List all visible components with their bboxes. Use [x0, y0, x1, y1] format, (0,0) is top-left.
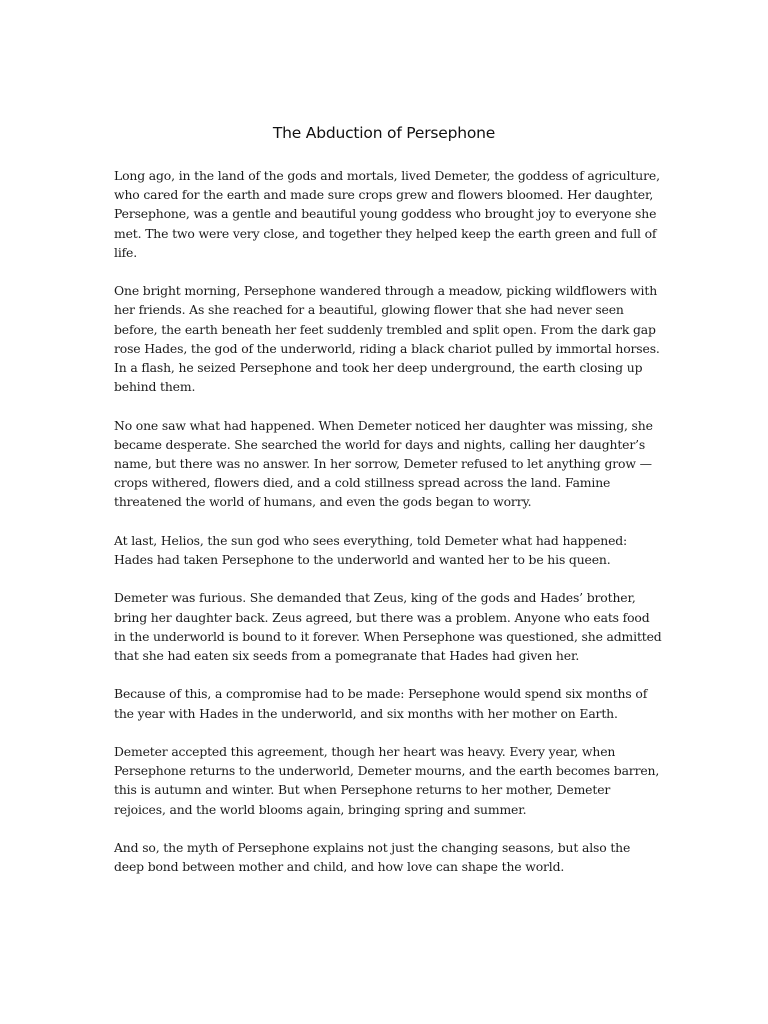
paragraph: No one saw what had happened. When Demeter noticed her daughter was missing, she became desperate. She searched the world for days and nights, calling her daughter’s name, but there was no answer. In her sorrow, Demeter refused to let anything grow — crops withered, flowers died, and a cold stillness spread across the land. Famine threatened the world of humans, and even the gods began to worry. — [114, 417, 653, 510]
paragraph: Because of this, a compromise had to be made: Persephone would spend six months of the year with Hades in the underworld, and six months with her mother on Earth. — [114, 686, 648, 721]
paragraph: One bright morning, Persephone wandered through a meadow, picking wildflowers with her friends. As she reached for a beautiful, glowing flower that she had never seen before, the earth beneath her feet suddenly trembled and split open. From the dark gap rose Hades, the god of the underworld, riding a black chariot pulled by immortal horses. In a flash, he seized Persephone and took her deep underground, the earth closing up behind them. — [114, 283, 660, 395]
paragraph: Demeter was furious. She demanded that Zeus, king of the gods and Hades’ brother, bring her daughter back. Zeus agreed, but there was a problem. Anyone who eats food in the underworld is bound to it forever. When Persephone was questioned, she admitted that she had eaten six seeds from a pomegranate that Hades had given her. — [114, 590, 662, 664]
paragraph: Demeter accepted this agreement, though her heart was heavy. Every year, when Persephone returns to the underworld, Demeter mourns, and the earth becomes barren, this is autumn and winter. But when Persephone returns to her mother, Demeter rejoices, and the world blooms again, bringing spring and summer. — [114, 744, 660, 817]
document-body — [114, 166, 662, 896]
paragraph: Long ago, in the land of the gods and mortals, lived Demeter, the goddess of agriculture, who cared for the earth and made sure crops grew and flowers bloomed. Her daughter, Persephone, was a gentle and beautiful young goddess who brought joy to everyone she met. The two were very close, and together they helped keep the earth green and full of life. — [114, 168, 660, 260]
document-title: The Abduction of Persephone — [272, 124, 496, 142]
paragraph: And so, the myth of Persephone explains not just the changing seasons, but also the deep bond between mother and child, and how love can shape the world. — [114, 840, 631, 875]
paragraph: At last, Helios, the sun god who sees everything, told Demeter what had happened: Hades had taken Persephone to the underworld and wanted her to be his queen. — [114, 532, 628, 568]
